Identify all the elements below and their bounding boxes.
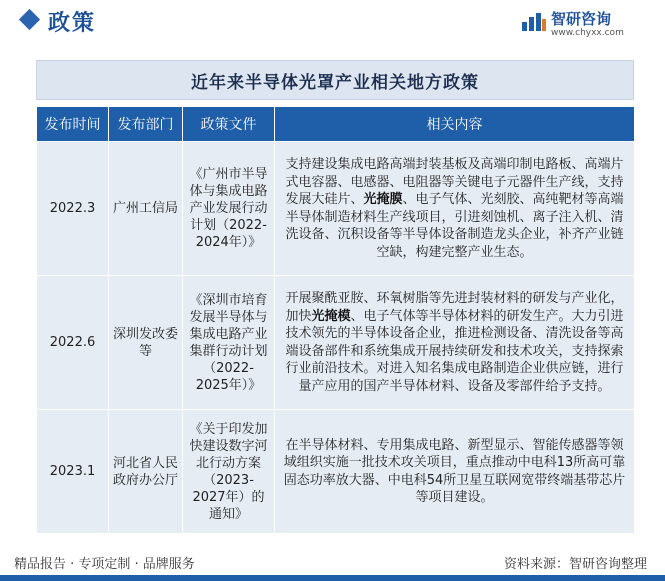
cell-content — [275, 410, 635, 534]
cell-content — [275, 142, 635, 276]
page-header — [0, 0, 665, 48]
column-header-date: 发布时间 — [37, 107, 109, 142]
footer-services: 精品报告 · 专项定制 · 品牌服务 — [14, 557, 195, 572]
cell-date: 2022.6 — [37, 276, 109, 410]
cell-doc: 《深圳市培育发展半导体与集成电路产业集群行动计划（2022-2025年）》 — [183, 276, 275, 410]
content-text: 支持建设集成电路高端封装基板及高端印制电路板、高端片式电容器、电感器、电阻器等关键电子元器件生产线，支持发展大硅片、 — [285, 157, 624, 207]
cell-date: 2022.3 — [37, 142, 109, 276]
table-row — [37, 142, 635, 276]
cell-content — [275, 276, 635, 410]
content-highlight: 光掩膜 — [363, 192, 403, 207]
logo-icon — [521, 10, 547, 32]
footer-bar — [0, 575, 665, 581]
cell-dept: 深圳发改委等 — [109, 276, 183, 410]
table-row — [37, 410, 635, 534]
table-header-row — [37, 107, 635, 142]
content-text: 、电子气体等半导体材料的研发生产。大力引进技术领先的半导体设备企业，推进检测设备、清洗设备等高端设备部件和系统集成开展持续研发和技术攻关，支持探索行业前沿技术。对进入知名集成电路制造企业供应链，进行量产应用的国产半导体材料、设备及零部件给予支持。 — [285, 308, 624, 394]
section-title: 政策 — [48, 11, 97, 36]
diamond-icon — [19, 9, 40, 30]
cell-doc: 《关于印发加快建设数字河北行动方案（2023-2027年）的通知》 — [183, 410, 275, 534]
logo-url: www.chyxx.com — [551, 28, 624, 38]
logo-name: 智研咨询 — [551, 10, 612, 28]
table-title-bar — [36, 60, 634, 100]
content-text: 、电子气体、光刻胶、高纯靶材等高端半导体制造材料生产线项目，引进刻蚀机、离子注入机、清洗设备、沉积设备等半导体设备制造龙头企业，补齐产业链空缺，构建完整产业生态。 — [285, 192, 624, 260]
column-header-content: 相关内容 — [275, 107, 635, 142]
content-text: 开展聚酰亚胺、环氧树脂等先进封装材料的研发与产业化，加快 — [285, 291, 624, 324]
footer-source: 资料来源：智研咨询整理 — [503, 557, 647, 572]
cell-date: 2023.1 — [37, 410, 109, 534]
policy-table-container — [36, 60, 634, 534]
column-header-doc: 政策文件 — [183, 107, 275, 142]
table-row — [37, 276, 635, 410]
cell-dept: 河北省人民政府办公厅 — [109, 410, 183, 534]
cell-dept: 广州工信局 — [109, 142, 183, 276]
policy-table — [36, 106, 635, 534]
brand-logo — [521, 8, 651, 42]
cell-doc: 《广州市半导体与集成电路产业发展行动计划（2022-2024年）》 — [183, 142, 275, 276]
content-highlight: 光掩模 — [311, 308, 351, 324]
column-header-dept: 发布部门 — [109, 107, 183, 142]
page-footer — [0, 545, 665, 581]
table-title: 近年来半导体光罩产业相关地方政策 — [191, 72, 479, 93]
content-text: 在半导体材料、专用集成电路、新型显示、智能传感器等领域组织实施一批技术攻关项目，重点推动中电科13所高可靠固态功率放大器、中电科54所卫星互联网宽带终端基带芯片等项目建设。 — [283, 437, 626, 505]
